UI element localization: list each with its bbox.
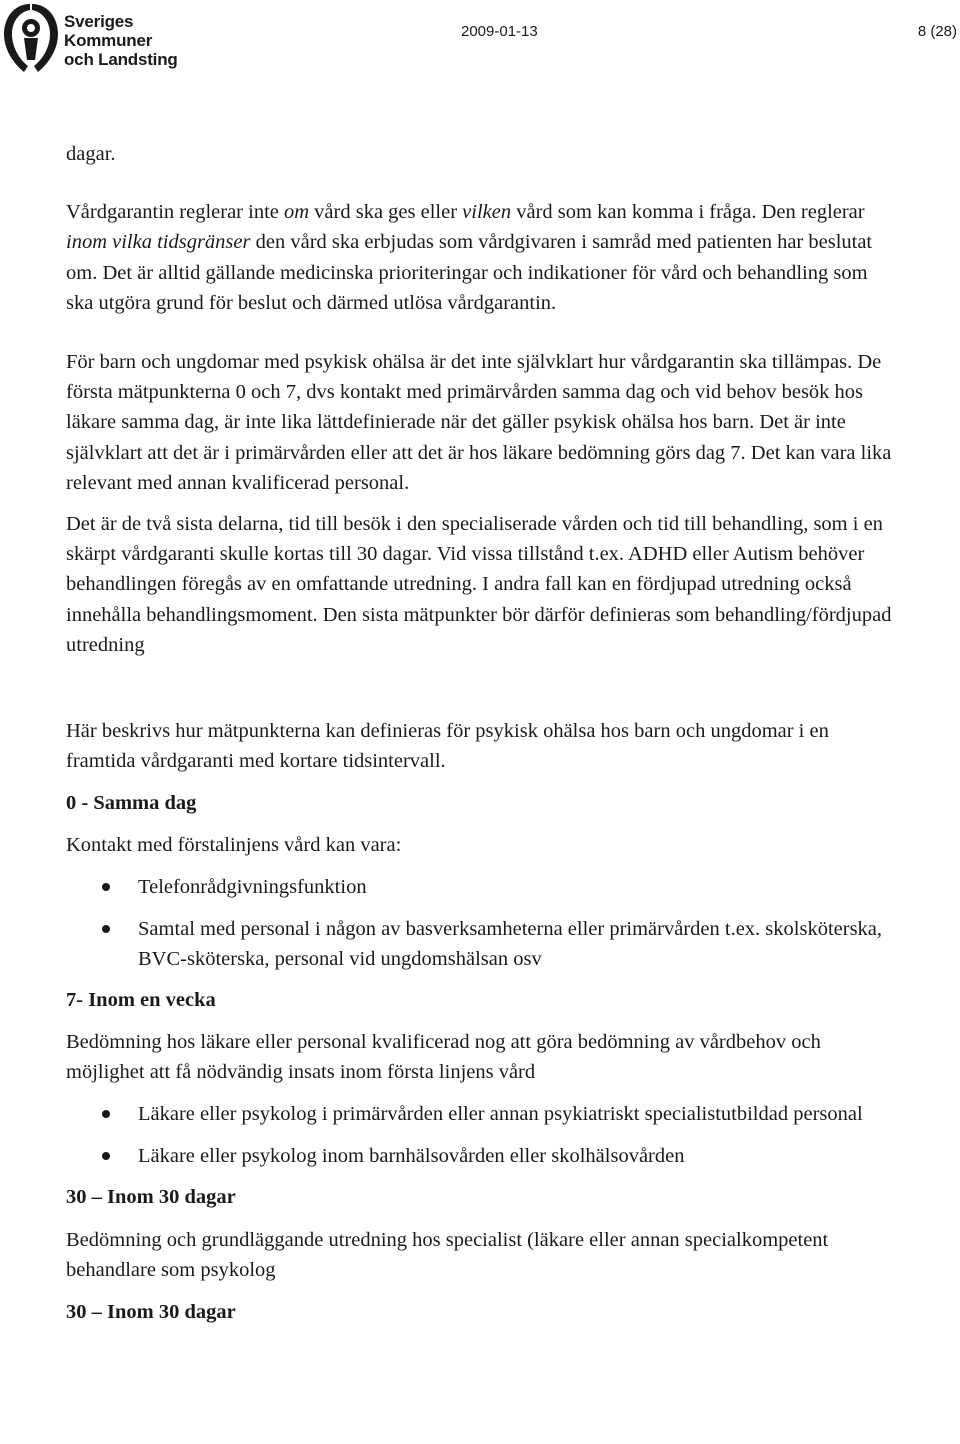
paragraph-assessment: Bedömning hos läkare eller personal kvalificerad nog att göra bedömning av vårdbehov och möjlighet att få nödvändig insats inom första linjens vård xyxy=(66,1030,821,1083)
list-item: Telefonrådgivningsfunktion xyxy=(66,872,896,902)
paragraph-children-youth: För barn och ungdomar med psykisk ohälsa är det inte självklart hur vårdgarantin ska tillämpas. De första mätpunkterna 0 och 7, dvs kontakt med primärvården samma dag och vid behov besök hos läkare samma dag, är inte lika lättdefinierade när det gäller psykisk ohälsa hos barn. Det är inte självklart att det är i primärvården eller att det är hos läkare bedömning görs dag 7. Det kan vara lika relevant med annan kvalificerad personal. xyxy=(66,351,892,494)
paragraph-description: Här beskrivs hur mätpunkterna kan definieras för psykisk ohälsa hos barn och ungdomar i en framtida vårdgaranti med kortare tidsintervall. xyxy=(66,720,829,773)
document-body xyxy=(66,139,896,1327)
heading-samma-dag: 0 - Samma dag xyxy=(66,792,197,815)
paragraph-continuation: dagar. xyxy=(66,143,116,165)
paragraph-last-parts: Det är de två sista delarna, tid till besök i den specialiserade vården och tid till behandling, som i en skärpt vårdgaranti skulle kortas till 30 dagar. Vid vissa tillstånd t.ex. ADHD eller Autism behöver behandlingen föregås av en omfattande utredning. I andra fall kan en fördjupad utredning också innehålla behandlingsmoment. Den sista mätpunkter bör därför definieras som behandling/fördjupad utredning xyxy=(66,513,892,656)
paragraph-contact-intro: Kontakt med förstalinjens vård kan vara: xyxy=(66,833,402,856)
page-header xyxy=(0,0,960,80)
list-item: Läkare eller psykolog i primärvården eller annan psykiatriskt specialistutbildad personal xyxy=(66,1099,896,1129)
paragraph-specialist: Bedömning och grundläggande utredning hos specialist (läkare eller annan specialkompetent behandlare som psykolog xyxy=(66,1228,829,1281)
paragraph-vardgaranti-scope: Vårdgarantin reglerar inte om vård ska ges eller vilken vård som kan komma i fråga. Den reglerar inom vilka tidsgränser den vård ska erbjudas som vårdgivaren i samråd med patienten har beslutat om. Det är alltid gällande medicinska prioriteringar och indikationer för vård och behandling som ska utgöra grund för beslut och därmed utlösa vårdgarantin. xyxy=(66,201,873,314)
skl-emblem-icon xyxy=(2,2,60,74)
bullet-icon xyxy=(102,1110,110,1118)
bullet-icon xyxy=(102,883,110,891)
list-contact xyxy=(66,872,896,975)
logo-wordmark: Sveriges Kommuner och Landsting xyxy=(64,12,178,69)
skl-logo xyxy=(2,2,182,74)
page-number: 8 (28) xyxy=(917,23,957,40)
heading-inom-30-dagar: 30 – Inom 30 dagar xyxy=(66,1186,236,1209)
bullet-icon xyxy=(102,925,110,933)
header-date: 2009-01-13 xyxy=(461,23,538,40)
list-item: Läkare eller psykolog inom barnhälsovården eller skolhälsovården xyxy=(66,1141,896,1171)
list-item: Samtal med personal i någon av basverksamheterna eller primärvården t.ex. skolsköterska, BVC-sköterska, personal vid ungdomshälsan osv xyxy=(66,914,896,974)
list-assessment xyxy=(66,1099,896,1171)
bullet-icon xyxy=(102,1152,110,1160)
heading-inom-en-vecka: 7- Inom en vecka xyxy=(66,989,216,1012)
heading-inom-30-dagar-2: 30 – Inom 30 dagar xyxy=(66,1301,236,1324)
